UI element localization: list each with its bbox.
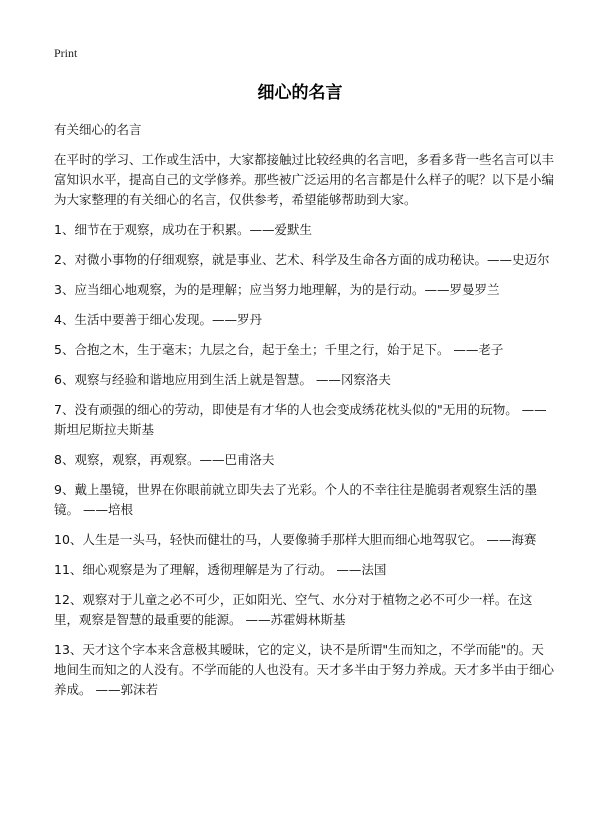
quote-item: 8、观察，观察，再观察。——巴甫洛夫	[54, 452, 275, 467]
article-subtitle: 有关细心的名言	[54, 122, 142, 137]
quote-item: 5、合抱之木，生于毫末；九层之台，起于垒土；千里之行，始于足下。 ——老子	[54, 342, 504, 357]
quote-item: 2、对微小事物的仔细观察，就是事业、艺术、科学及生命各方面的成功秘诀。——史迈尔	[54, 252, 550, 267]
quote-item: 6、观察与经验和谐地应用到生活上就是智慧。 ——冈察洛夫	[54, 372, 391, 387]
quote-item: 12、观察对于儿童之必不可少，正如阳光、空气、水分对于植物之必不可少一样。在这里，观察是智慧的最重要的能源。 ——苏霍姆林斯基	[54, 592, 533, 627]
quote-item: 9、戴上墨镜，世界在你眼前就立即失去了光彩。个人的不幸往往是脆弱者观察生活的墨镜。 ——培根	[54, 482, 537, 517]
quote-item: 4、生活中要善于细心发现。——罗丹	[54, 312, 262, 327]
quote-item: 11、细心观察是为了理解，透彻理解是为了行动。 ——法国	[54, 562, 387, 577]
quote-item: 10、人生是一头马，轻快而健壮的马，人要像骑手那样大胆而细心地驾驭它。 ——海赛	[54, 532, 537, 547]
quote-item: 1、细节在于观察，成功在于积累。——爱默生	[54, 222, 312, 237]
quote-item: 7、没有顽强的细心的劳动，即使是有才华的人也会变成绣花枕头似的"无用的玩物。 ——斯坦尼斯拉夫斯基	[54, 402, 547, 437]
page-title: 细心的名言	[257, 83, 343, 103]
print-label: Print	[54, 46, 78, 60]
article-body	[54, 120, 554, 710]
intro-paragraph: 在平时的学习、工作或生活中，大家都接触过比较经典的名言吧，多看多背一些名言可以丰富知识水平，提高自己的文学修养。那些被广泛运用的名言都是什么样子的呢？以下是小编为大家整理的有关细心的名言，仅供参考，希望能够帮助到大家。	[54, 152, 555, 207]
quote-item: 3、应当细心地观察，为的是理解；应当努力地理解，为的是行动。——罗曼罗兰	[54, 282, 500, 297]
quote-item: 13、天才这个字本来含意极其暧昧，它的定义，诀不是所谓"生而知之，不学而能"的。天地间生而知之的人没有。不学而能的人也没有。天才多半由于努力养成。天才多半由于细心养成。 ——郭沫若	[54, 642, 555, 697]
